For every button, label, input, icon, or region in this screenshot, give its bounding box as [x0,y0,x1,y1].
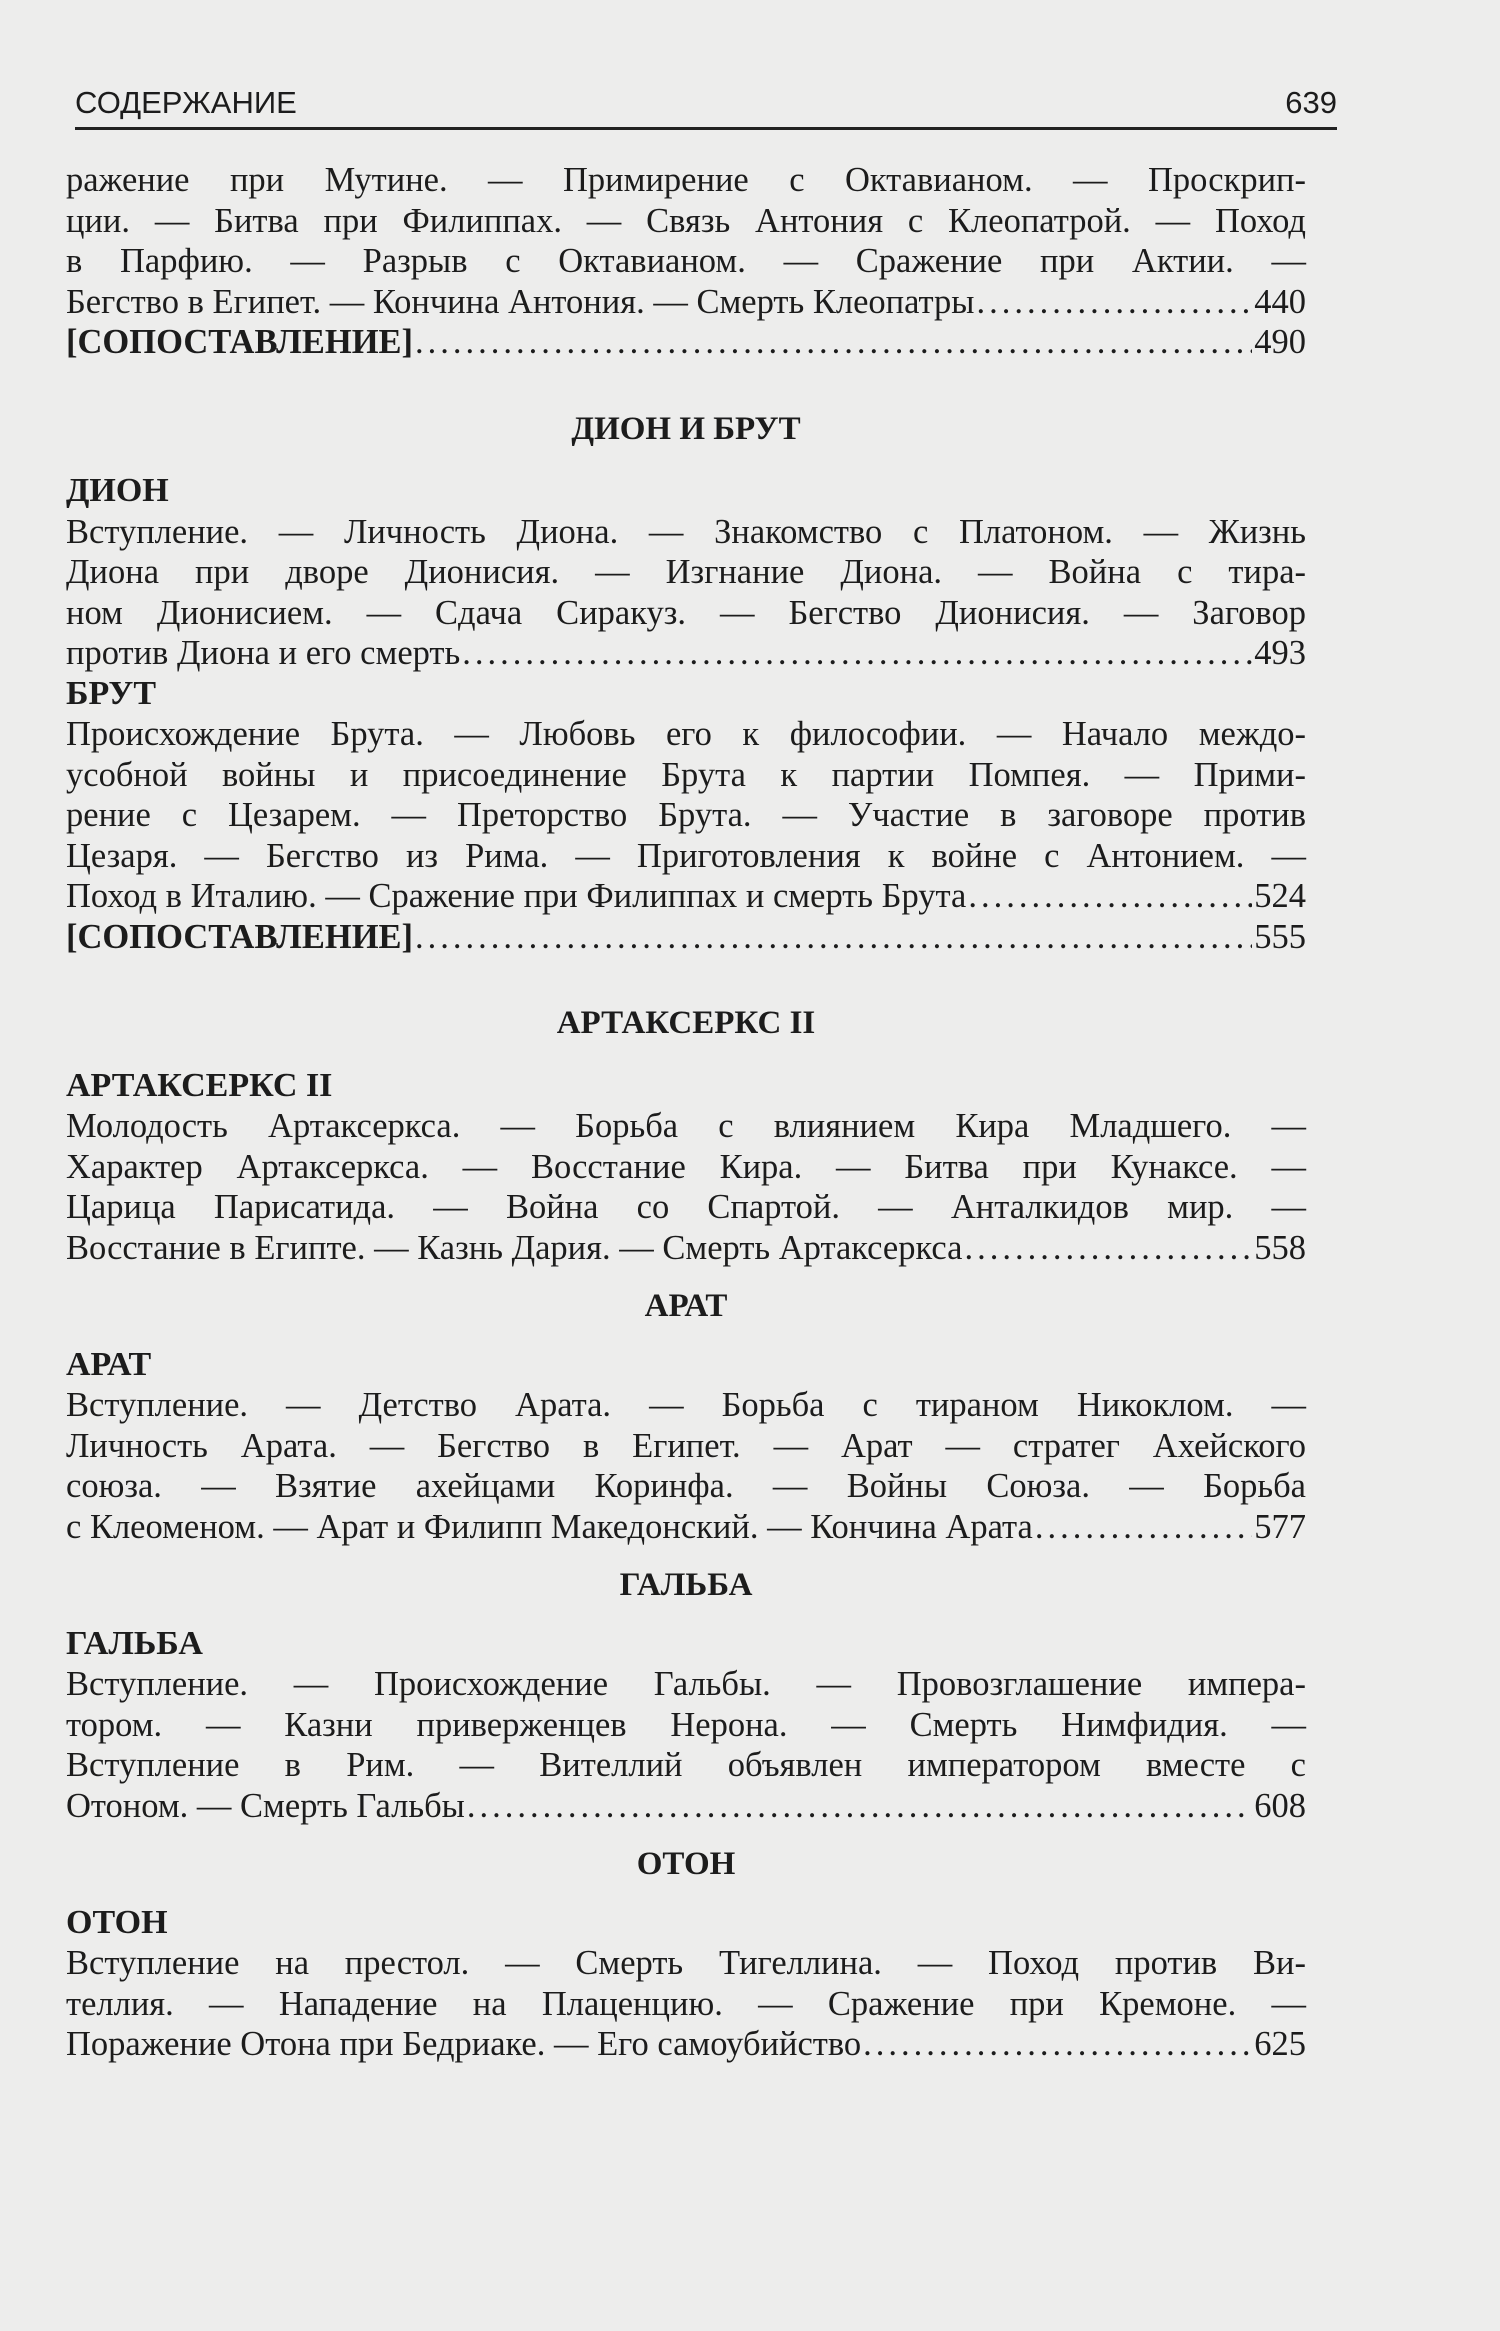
table-of-contents [66,160,1306,2065]
toc-line: тором. — Казни приверженцев Нерона. — Смерть Нимфидия. — [66,1705,1306,1744]
toc-line-text: Отоном. — Смерть Гальбы [66,1786,465,1825]
toc-page-ref: 558 [1254,1228,1306,1267]
toc-line: ражение при Мутине. — Примирение с Октавианом. — Проскрип- [66,161,1306,199]
running-head [75,76,1337,130]
toc-line: Характер Артаксеркса. — Восстание Кира. — Битва при Кунаксе. — [66,1147,1306,1186]
entry-heading-otho: ОТОН [66,1903,168,1941]
toc-line: теллия. — Нападение на Плаценцию. — Сражение при Кремоне. — [66,1984,1306,2023]
toc-comparison-entry [66,917,1306,958]
toc-page-ref: 440 [1254,282,1306,321]
toc-entry-brutus [66,674,1306,958]
section-title-otho: ОТОН [636,1846,736,1882]
toc-entry-galba [66,1624,1306,1827]
entry-heading-galba: ГАЛЬБА [66,1624,203,1662]
toc-line-text: Поход в Италию. — Сражение при Филиппах и смерть Брута [66,877,967,915]
toc-line-text: Бегство в Египет. — Кончина Антония. — Смерть Клеопатры [66,282,975,321]
comparison-label: [СОПОСТАВЛЕНИЕ] [66,917,414,956]
dot-leader [976,282,1252,323]
toc-page-ref: 608 [1254,1786,1306,1825]
entry-heading-aratus: АРАТ [66,1345,152,1383]
entry-heading-brutus: БРУТ [66,674,157,712]
section-title-galba: ГАЛЬБА [619,1567,753,1603]
toc-line: в Парфию. — Разрыв с Октавианом. — Сражение при Актии. — [66,242,1306,280]
section-title-dion-brutus: ДИОН И БРУТ [571,410,801,447]
toc-line-text: Поражение Отона при Бедриаке. — Его самоубийство [66,2025,862,2063]
toc-line-with-page [66,876,1306,917]
entry-heading-dion: ДИОН [66,472,169,509]
toc-line-text: с Клеоменом. — Арат и Филипп Македонский. — Кончина Арата [66,1507,1033,1546]
toc-line-with-page [66,633,1306,674]
toc-entry-dion [66,471,1306,674]
entry-heading-artaxerxes: АРТАКСЕРКС II [66,1066,333,1104]
toc-line: Вступление. — Происхождение Гальбы. — Провозглашение импера- [66,1665,1306,1703]
toc-line: усобной войны и присоединение Брута к партии Помпея. — Прими- [66,755,1306,794]
section-title-artaxerxes: АРТАКСЕРКС II [556,1005,816,1041]
dot-leader [968,876,1252,917]
toc-entry-artaxerxes [66,1066,1306,1269]
section-title-aratus: АРАТ [644,1288,728,1324]
dot-leader [1035,1507,1252,1548]
toc-comparison-entry [66,322,1306,363]
toc-line-with-page [66,282,1306,323]
dot-leader [964,1228,1252,1269]
dot-leader [462,633,1252,674]
page-number: 639 [1285,85,1337,120]
dot-leader [863,2024,1252,2065]
dot-leader [415,917,1252,958]
toc-line: Вступление в Рим. — Вителлий объявлен императором вместе с [66,1746,1306,1784]
toc-page-ref: 555 [1254,917,1306,956]
toc-line: Происхождение Брута. — Любовь его к философии. — Начало междо- [66,715,1306,753]
toc-entry-aratus [66,1345,1306,1548]
toc-line: Диона при дворе Дионисия. — Изгнание Диона. — Война с тира- [66,553,1306,591]
toc-entry-otho [66,1903,1306,2065]
dot-leader [415,322,1252,363]
running-head-title: СОДЕРЖАНИЕ [75,85,297,120]
toc-page-ref: 625 [1254,2025,1306,2063]
toc-line: Молодость Артаксеркса. — Борьба с влиянием Кира Младшего. — [66,1107,1306,1145]
toc-line: Царица Парисатида. — Война со Спартой. — Анталкидов мир. — [66,1188,1306,1226]
toc-page-ref: 493 [1254,634,1306,672]
toc-line-with-page [66,2024,1306,2065]
toc-line: Цезаря. — Бегство из Рима. — Приготовления к войне с Антонием. — [66,836,1306,875]
toc-page-ref: 524 [1254,877,1306,915]
toc-line-text: против Диона и его смерть [66,634,461,672]
toc-page-ref: 490 [1254,323,1306,361]
dot-leader [467,1786,1252,1827]
toc-line: союза. — Взятие ахейцами Коринфа. — Войны Союза. — Борьба [66,1467,1306,1505]
toc-line: рение с Цезарем. — Преторство Брута. — Участие в заговоре против [66,796,1306,834]
toc-line-with-page [66,1507,1306,1548]
toc-entry-antony [66,160,1306,363]
toc-line-text: Восстание в Египте. — Казнь Дария. — Смерть Артаксеркса [66,1228,963,1267]
toc-line-with-page [66,1228,1306,1269]
toc-line: Личность Арата. — Бегство в Египет. — Арат — стратег Ахейского [66,1426,1306,1465]
comparison-label: [СОПОСТАВЛЕНИЕ] [66,323,414,361]
toc-page-ref: 577 [1254,1507,1306,1546]
toc-line: ном Дионисием. — Сдача Сиракуз. — Бегство Дионисия. — Заговор [66,593,1306,632]
toc-line-with-page [66,1786,1306,1827]
toc-line: ции. — Битва при Филиппах. — Связь Антония с Клеопатрой. — Поход [66,201,1306,240]
toc-line: Вступление на престол. — Смерть Тигеллина. — Поход против Ви- [66,1944,1306,1982]
toc-line: Вступление. — Детство Арата. — Борьба с тираном Никоклом. — [66,1386,1306,1424]
toc-line: Вступление. — Личность Диона. — Знакомство с Платоном. — Жизнь [66,512,1306,551]
